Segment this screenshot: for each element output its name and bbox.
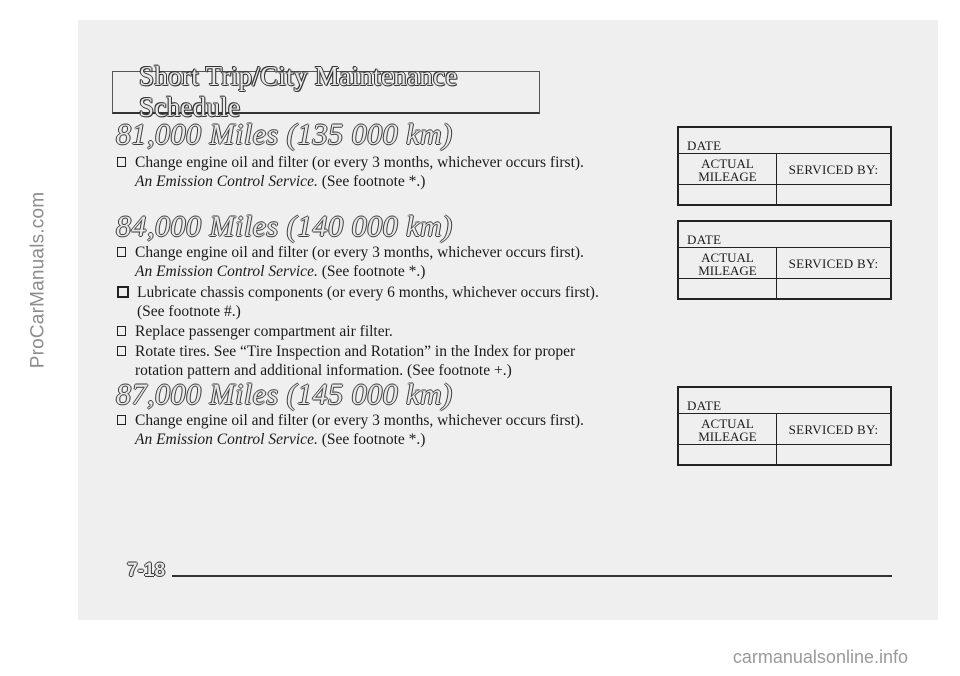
milestone-heading: 84,000 Miles (140 000 km) <box>116 210 453 243</box>
service-record-box <box>677 386 892 466</box>
milestone-heading: 81,000 Miles (135 000 km) <box>116 118 453 151</box>
date-field[interactable]: DATE <box>679 388 890 414</box>
schedule-header <box>112 61 540 122</box>
bottom-watermark: carmanualsonline.info <box>732 647 908 667</box>
list-item: Change engine oil and filter (or every 3 months, whichever occurs first). An Emission Control Service. (See footnote *.) <box>116 243 656 281</box>
service-record-box <box>677 220 892 300</box>
page-number: 7-18 <box>127 560 166 581</box>
checkbox-icon[interactable] <box>117 346 126 356</box>
footer-divider <box>172 575 892 577</box>
serviced-by-label: SERVICED BY: <box>788 162 879 177</box>
checkbox-icon[interactable] <box>117 157 126 167</box>
checkbox-icon[interactable] <box>117 286 129 298</box>
actual-mileage-label: ACTUAL MILEAGE <box>679 248 777 278</box>
service-record-box <box>677 126 892 206</box>
milestone-heading: 87,000 Miles (145 000 km) <box>116 378 453 411</box>
serviced-by-field[interactable] <box>777 279 890 298</box>
side-watermark: ProCarManuals.com <box>27 191 49 369</box>
date-field[interactable]: DATE <box>679 128 890 154</box>
list-item: Replace passenger compartment air filter. <box>116 322 656 341</box>
date-field[interactable]: DATE <box>679 222 890 248</box>
page-title: Short Trip/City Maintenance Schedule <box>139 61 458 122</box>
list-item: Rotate tires. See “Tire Inspection and Rotation” in the Index for proper rotation pattern and additional information. (See footnote +.) <box>116 342 656 380</box>
list-item: Change engine oil and filter (or every 3 months, whichever occurs first). An Emission Control Service. (See footnote *.) <box>116 411 656 449</box>
actual-mileage-field[interactable] <box>679 185 777 204</box>
actual-mileage-label: ACTUAL MILEAGE <box>679 154 777 184</box>
serviced-by-field[interactable] <box>777 185 890 204</box>
checkbox-icon[interactable] <box>117 247 126 257</box>
actual-mileage-label: ACTUAL MILEAGE <box>679 414 777 444</box>
list-item: Change engine oil and filter (or every 3 months, whichever occurs first). An Emission Control Service. (See footnote *.) <box>116 153 656 191</box>
list-item: Lubricate chassis components (or every 6 months, whichever occurs first). (See footnote #.) <box>116 283 656 321</box>
checkbox-icon[interactable] <box>117 415 126 425</box>
serviced-by-label: SERVICED BY: <box>788 422 879 437</box>
serviced-by-field[interactable] <box>777 445 890 464</box>
serviced-by-label: SERVICED BY: <box>788 256 879 271</box>
actual-mileage-field[interactable] <box>679 445 777 464</box>
actual-mileage-field[interactable] <box>679 279 777 298</box>
checkbox-icon[interactable] <box>117 326 126 336</box>
